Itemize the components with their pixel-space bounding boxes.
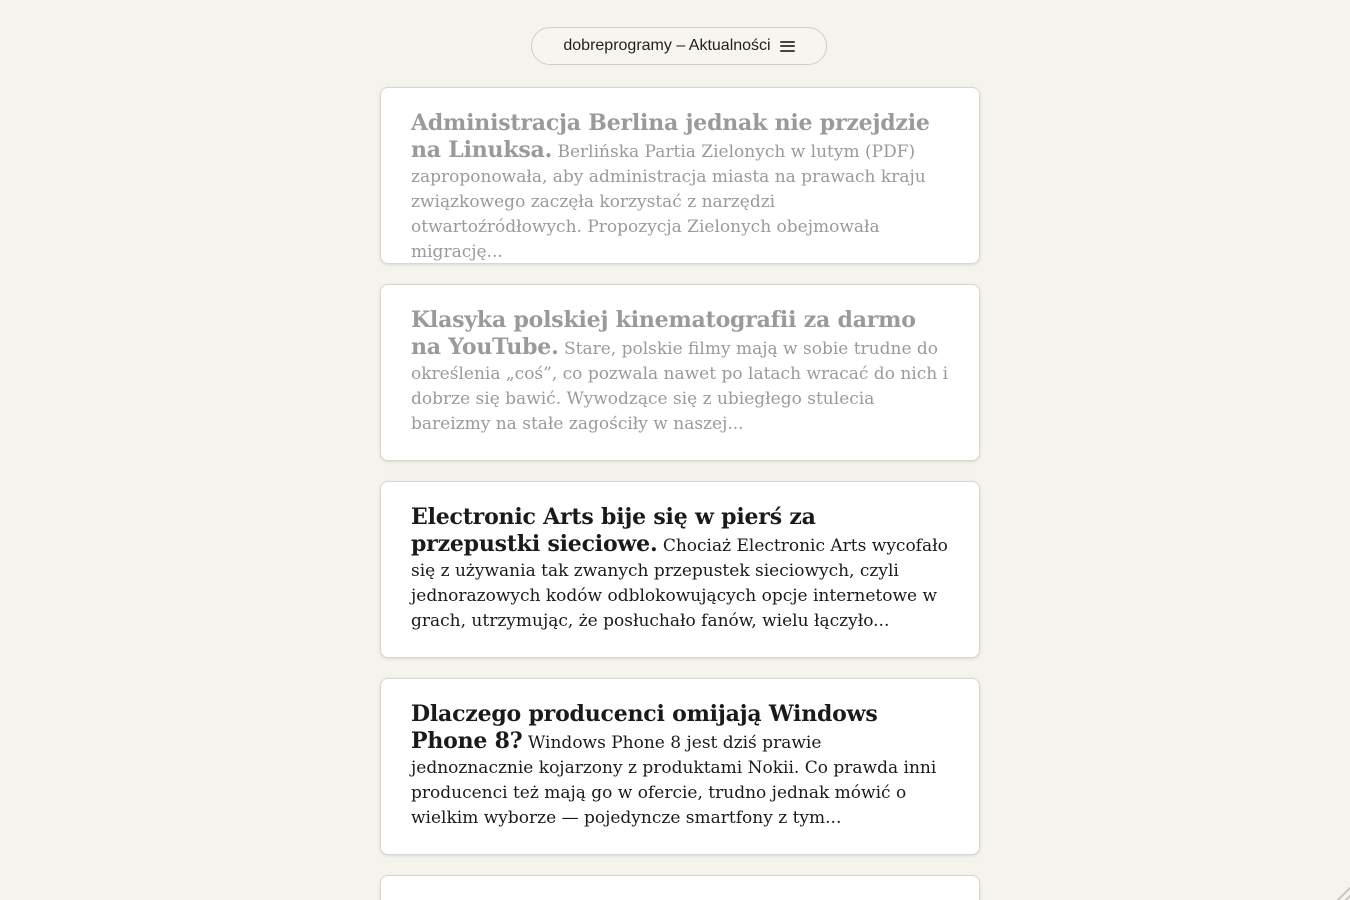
article-title[interactable]: Klasyka polskiej kinematografii za darmo na YouTube. [411, 307, 916, 360]
article-text [411, 702, 949, 831]
article-title[interactable]: Dlaczego producenci omijają Windows Phone 8? [411, 701, 878, 754]
hamburger-menu-icon[interactable] [780, 41, 795, 52]
article-text [411, 505, 949, 634]
article-excerpt: Chociaż Electronic Arts wycofało się z używania tak zwanych przepustek sieciowych, czyli jednorazowych kodów odblokowujących opcje internetowe w grach, utrzymując, że posłuchało fanów, wielu łączyło... [411, 536, 948, 631]
article-card[interactable] [380, 875, 980, 900]
article-card[interactable] [380, 284, 980, 461]
resize-grip-icon[interactable] [1336, 886, 1350, 900]
feed-title: dobreprogramy – Aktualności [563, 37, 771, 54]
article-text [411, 111, 949, 264]
article-list [380, 87, 980, 900]
article-excerpt: Berlińska Partia Zielonych w lutym (PDF) zaproponowała, aby administracja miasta na prawach kraju związkowego zaczęła korzystać z narzędzi otwartoźródłowych. Propozycja Zielonych obejmowała migrację... [411, 142, 926, 262]
article-card[interactable] [380, 481, 980, 658]
article-card[interactable] [380, 678, 980, 855]
article-excerpt: Stare, polskie filmy mają w sobie trudne do określenia „coś”, co pozwala nawet po latach wracać do nich i dobrze się bawić. Wywodzące się z ubiegłego stulecia bareizmy na stałe zagościły w naszej... [411, 339, 949, 434]
article-title[interactable]: Administracja Berlina jednak nie przejdzie na Linuksa. [411, 110, 930, 163]
article-card[interactable] [380, 87, 980, 264]
article-excerpt: Windows Phone 8 jest dziś prawie jednoznacznie kojarzony z produktami Nokii. Co prawda inni producenci też mają go w ofercie, trudno jednak mówić o wielkim wyborze — pojedyncze smartfony z tym... [411, 733, 937, 828]
feed-selector-button[interactable] [531, 27, 827, 65]
article-title[interactable]: Electronic Arts bije się w pierś za przepustki sieciowe. [411, 504, 816, 557]
article-text [411, 308, 949, 437]
